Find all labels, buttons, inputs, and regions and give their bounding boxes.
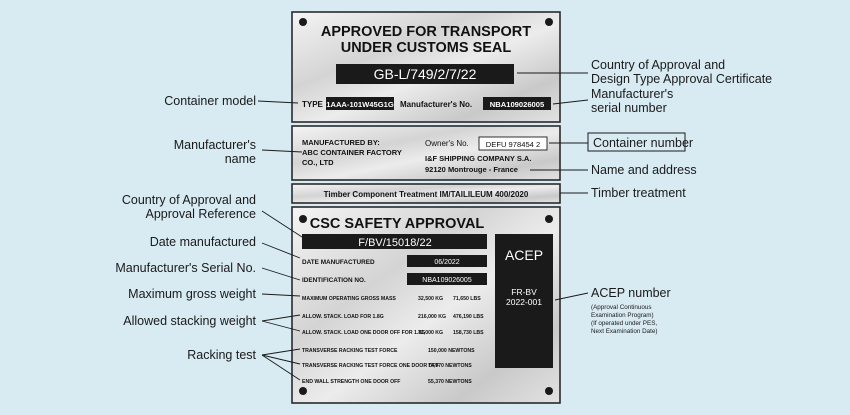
plate-title-line2: UNDER CUSTOMS SEAL — [340, 40, 512, 56]
rivet — [545, 215, 553, 223]
row-kg: 74,970 NEWTONS — [428, 363, 472, 369]
owners-no-label: Owner's No. — [425, 139, 469, 148]
row-kg: 216,000 KG — [418, 314, 446, 320]
rivet — [545, 387, 553, 395]
row-label: MAXIMUM OPERATING GROSS MASS — [302, 296, 396, 302]
plate-title-line1: APPROVED FOR TRANSPORT — [320, 24, 532, 40]
label-serial-no: Manufacturer's Serial No. — [115, 261, 256, 275]
row-lbs: 158,730 LBS — [453, 330, 484, 336]
manufactured-by-line2: CO., LTD — [302, 158, 334, 167]
rivet — [545, 18, 553, 26]
acep-line2: 2022-001 — [506, 297, 542, 307]
acep-title: ACEP — [504, 247, 544, 263]
acep-note-3: (If operated under PES, — [591, 320, 658, 327]
acep-line1: FR-BV — [511, 287, 537, 297]
label-manufacturer-name-1: Manufacturer's — [173, 138, 256, 152]
row-kg: 55,370 NEWTONS — [428, 379, 472, 385]
ident-label: IDENTIFICATION NO. — [302, 277, 366, 284]
owner-address: 92120 Montrouge - France — [425, 165, 518, 174]
label-country-ref-1: Country of Approval and — [121, 193, 256, 207]
label-container-number: Container number — [593, 136, 694, 150]
row-kg: 72,000 KG — [418, 330, 444, 336]
label-manufacturer-name-2: name — [224, 152, 256, 166]
label-serial-number-1: Manufacturer's — [591, 87, 674, 101]
owner-name: I&F SHIPPING COMPANY S.A. — [425, 154, 532, 163]
row-label: TRANSVERSE RACKING TEST FORCE — [302, 348, 398, 354]
label-acep-number: ACEP number — [591, 286, 671, 300]
label-country-cert-1: Country of Approval and — [591, 58, 726, 72]
date-value: 06/2022 — [434, 259, 460, 266]
date-label: DATE MANUFACTURED — [302, 259, 375, 266]
rivet — [299, 215, 307, 223]
manufacturer-no-value: NBA109026005 — [489, 100, 545, 109]
label-max-gross: Maximum gross weight — [128, 287, 256, 301]
acep-note-2: Examination Program) — [591, 312, 654, 319]
row-label: ALLOW. STACK. LOAD FOR 1.8G — [302, 314, 384, 320]
approval-code: GB-L/749/2/7/22 — [373, 66, 477, 82]
label-country-ref-2: Approval Reference — [145, 207, 256, 221]
label-container-model: Container model — [164, 94, 256, 108]
manufactured-by-label: MANUFACTURED BY: — [302, 138, 380, 147]
row-lbs: 71,650 LBS — [453, 296, 481, 302]
label-country-cert-2: Design Type Approval Certificate — [591, 72, 773, 86]
label-date-manufactured: Date manufactured — [149, 235, 256, 249]
manufacturer-no-label: Manufacturer's No. — [400, 100, 473, 109]
owners-no-value: DEFU 978454 2 — [485, 140, 541, 149]
rivet — [299, 387, 307, 395]
row-label: ALLOW. STACK. LOAD ONE DOOR OFF FOR 1.8G — [302, 330, 426, 336]
row-kg: 150,000 NEWTONS — [428, 348, 475, 354]
label-racking: Racking test — [187, 348, 256, 362]
acep-note-4: Next Examination Date) — [591, 328, 658, 335]
type-value: 1AAA-101W45G1G — [326, 100, 394, 109]
csc-code: F/BV/15018/22 — [358, 237, 432, 249]
rivet — [299, 18, 307, 26]
label-timber: Timber treatment — [591, 186, 686, 200]
row-kg: 32,500 KG — [418, 296, 444, 302]
timber-text: Timber Component Treatment IM/TAILILEUM 400/2020 — [323, 190, 529, 199]
row-label: TRANSVERSE RACKING TEST FORCE ONE DOOR OFF — [302, 363, 439, 369]
type-label: TYPE — [302, 100, 323, 109]
label-serial-number-2: serial number — [591, 101, 667, 115]
label-stacking: Allowed stacking weight — [123, 314, 256, 328]
acep-note-1: (Approval Continuous — [591, 304, 652, 311]
csc-title: CSC SAFETY APPROVAL — [309, 216, 485, 232]
manufactured-by-line1: ABC CONTAINER FACTORY — [302, 148, 402, 157]
label-name-address: Name and address — [591, 163, 697, 177]
row-lbs: 476,190 LBS — [453, 314, 484, 320]
ident-value: NBA109026005 — [422, 277, 472, 284]
row-label: END WALL STRENGTH ONE DOOR OFF — [302, 379, 401, 385]
